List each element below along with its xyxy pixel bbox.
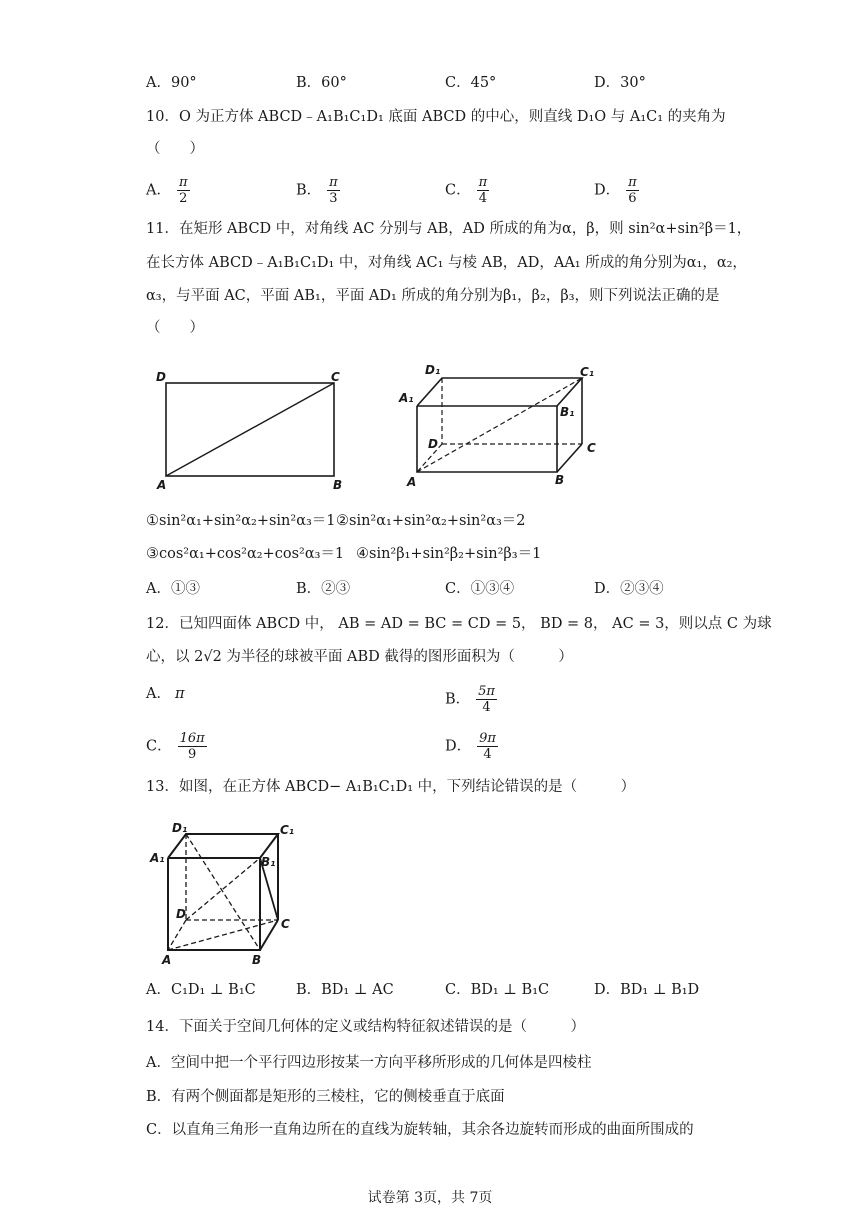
q11-rectangle-figure <box>155 365 355 495</box>
q13-option-d: D．BD₁ ⊥ B₁D <box>594 982 700 998</box>
q12-option-a: A． π <box>146 686 185 702</box>
q10-option-b: B． $\frac{\pi}{3}$ <box>296 175 338 206</box>
label-a: A <box>162 953 172 967</box>
label-b: B <box>333 478 343 492</box>
label-b1: B₁ <box>261 855 276 869</box>
q10-option-d: D． $\frac{\pi}{6}$ <box>594 175 637 206</box>
q11-cuboid-figure <box>395 360 610 495</box>
diagonal-ac <box>168 920 278 950</box>
page-footer: 试卷第 3页，共 7页 <box>367 1190 493 1206</box>
q10-stem-line1: 10．O 为正方体 ABCD﹣A₁B₁C₁D₁ 底面 ABCD 的中心，则直线 D₁O 与 A₁C₁ 的夹角为 <box>146 109 726 125</box>
diagonal-ac <box>166 383 334 476</box>
q11-option-a: A．①③ <box>146 581 200 597</box>
q11-statement-3: ③cos²α₁+cos²α₂+cos²α₃＝1 <box>146 546 345 562</box>
label-d1: D₁ <box>425 363 441 377</box>
q14-option-b: B．有两个侧面都是矩形的三棱柱，它的侧棱垂直于底面 <box>146 1089 505 1105</box>
q13-stem-line1: 13．如图，在正方体 ABCD− A₁B₁C₁D₁ 中，下列结论错误的是（ ） <box>146 779 636 795</box>
label-a: A <box>407 475 417 489</box>
q14-option-a: A．空间中把一个平行四边形按某一方向平移所形成的几何体是四棱柱 <box>146 1055 592 1071</box>
q13-option-b: B．BD₁ ⊥ AC <box>296 982 394 998</box>
label-a1: A₁ <box>399 391 414 405</box>
q11-stem-line3: α₃，与平面 AC，平面 AB₁，平面 AD₁ 所成的角分别为β₁，β₂，β₃，则下列说法正确的是 <box>146 288 720 304</box>
label-c: C <box>587 441 596 455</box>
label-d: D <box>428 437 438 451</box>
q9-option-b: B．60° <box>296 75 347 91</box>
q9-option-c: C．45° <box>445 75 497 91</box>
q11-stem-line2: 在长方体 ABCD﹣A₁B₁C₁D₁ 中，对角线 AC₁ 与棱 AB，AD，AA₁ 所成的角分别为α₁，α₂， <box>146 255 747 271</box>
q11-statement-2: ②sin²α₁+sin²α₂+sin²α₃＝2 <box>336 513 526 529</box>
q9-option-d: D．30° <box>594 75 646 91</box>
q10-option-c: C． $\frac{\pi}{4}$ <box>445 175 488 206</box>
q11-option-b: B．②③ <box>296 581 351 597</box>
label-b1: B₁ <box>560 405 575 419</box>
label-a: A <box>157 478 167 492</box>
q11-stem-line4: （ ） <box>146 320 204 336</box>
q14-stem-line1: 14．下面关于空间几何体的定义或结构特征叙述错误的是（ ） <box>146 1019 585 1035</box>
label-a1: A₁ <box>150 851 165 865</box>
q13-option-c: C．BD₁ ⊥ B₁C <box>445 982 550 998</box>
label-d1: D₁ <box>172 821 188 835</box>
q14-option-c: C．以直角三角形一直角边所在的直线为旋转轴，其余各边旋转而形成的曲面所围成的 <box>146 1122 694 1138</box>
label-c: C <box>281 917 290 931</box>
label-b: B <box>252 953 262 967</box>
label-c: C <box>331 370 340 384</box>
diagonal-b1d <box>186 858 260 920</box>
q11-statement-4: ④sin²β₁+sin²β₂+sin²β₃＝1 <box>356 546 542 562</box>
q10-option-a: A． $\frac{\pi}{2}$ <box>146 175 188 206</box>
q10-stem-line2: （ ） <box>146 141 204 157</box>
label-d: D <box>176 907 186 921</box>
q9-option-a: A．90° <box>146 75 197 91</box>
q13-cube-figure <box>148 818 308 968</box>
q12-stem-line2: 心，以 2√2 为半径的球被平面 ABD 截得的图形面积为（ ） <box>146 649 573 665</box>
q12-option-d: D． $\frac{9\pi}{4}$ <box>445 731 496 762</box>
q12-option-b: B． $\frac{5\pi}{4}$ <box>445 684 495 715</box>
q11-stem-line1: 11．在矩形 ABCD 中，对角线 AC 分别与 AB，AD 所成的角为α，β，则 sin²α+sin²β＝1， <box>146 221 752 237</box>
label-d: D <box>156 370 166 384</box>
diagonal-bd1 <box>186 834 260 950</box>
label-c1: C₁ <box>580 365 595 379</box>
label-b: B <box>555 473 565 487</box>
q11-statement-1: ①sin²α₁+sin²α₂+sin²α₃＝1 <box>146 513 336 529</box>
label-c1: C₁ <box>280 823 295 837</box>
q12-option-c: C． $\frac{16\pi}{9}$ <box>146 731 205 762</box>
q13-option-a: A．C₁D₁ ⊥ B₁C <box>146 982 256 998</box>
q12-stem-line1: 12．已知四面体 ABCD 中， AB = AD = BC = CD = 5， BD = 8， AC = 3，则以点 C 为球 <box>146 616 772 632</box>
q11-option-c: C．①③④ <box>445 581 515 597</box>
q11-option-d: D．②③④ <box>594 581 664 597</box>
